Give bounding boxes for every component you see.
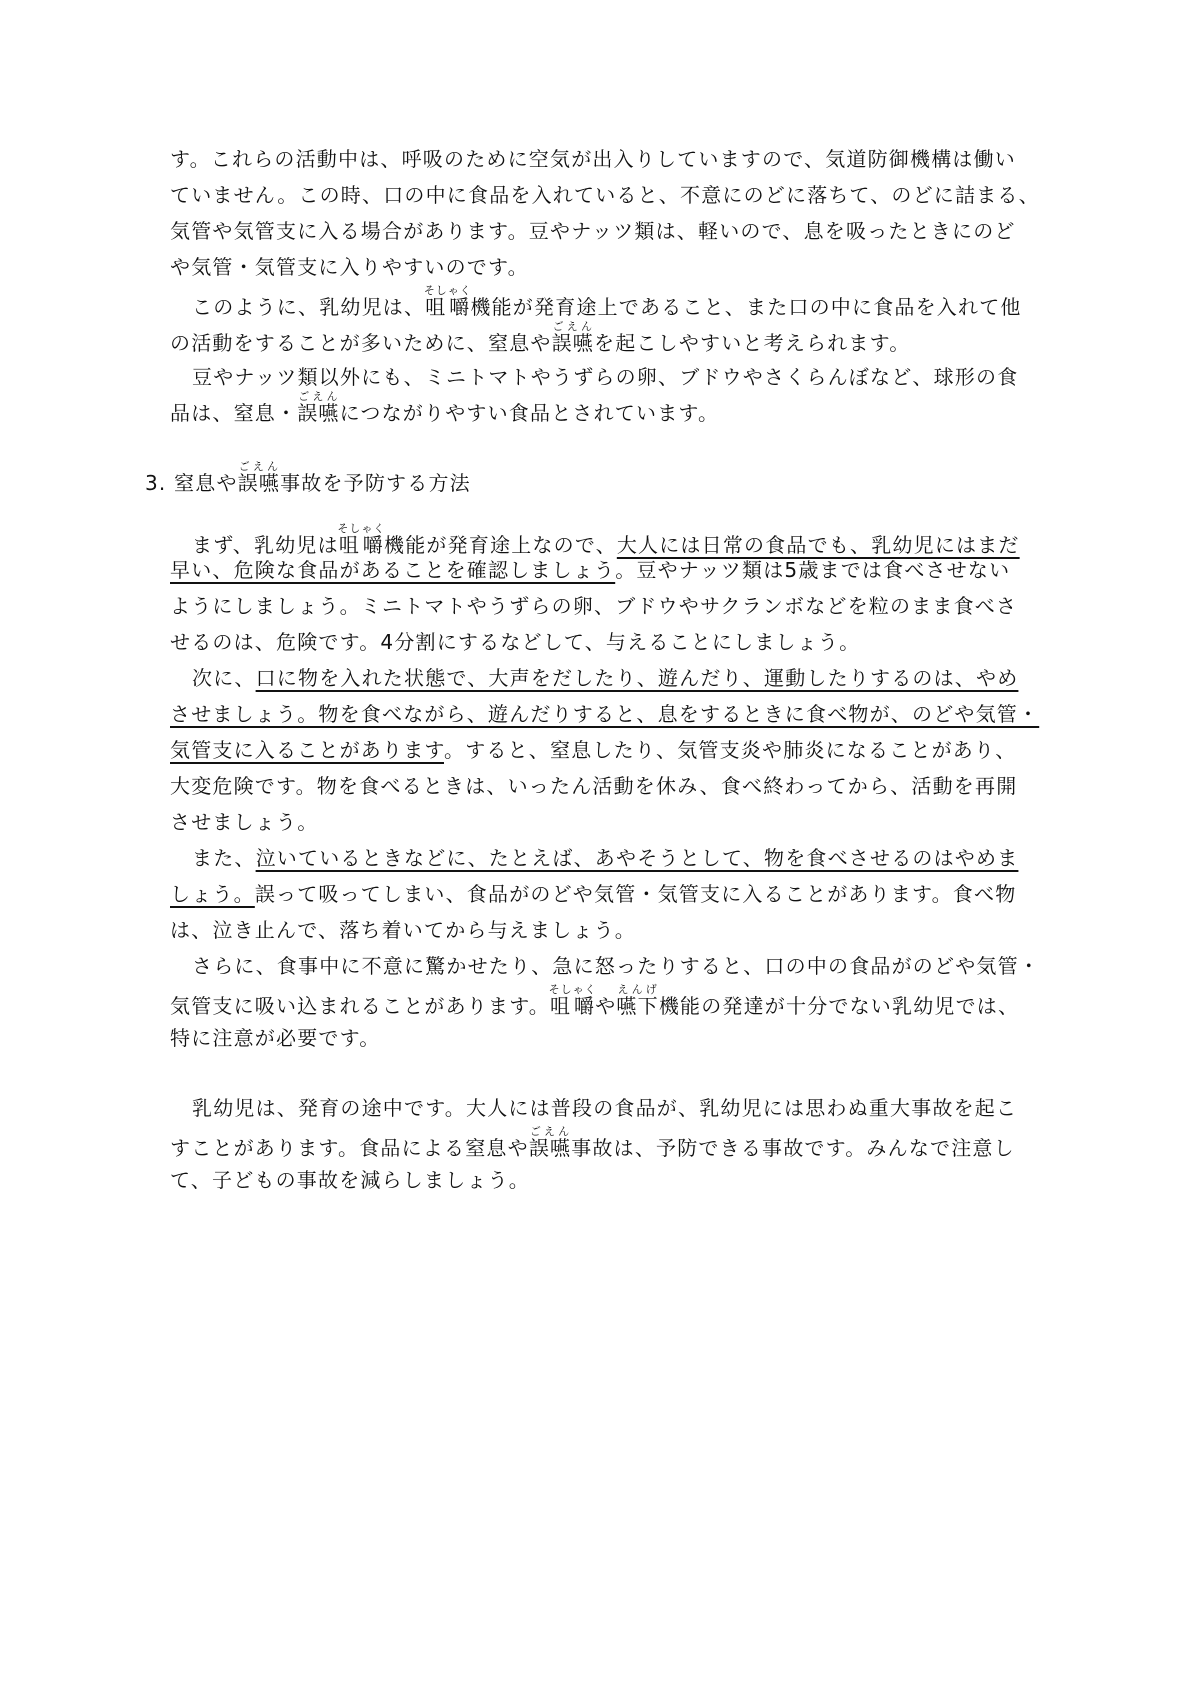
paragraph-7-line-3: 特に注意が必要です。 bbox=[170, 1026, 381, 1050]
underlined-emphasis: 口に物を入れた状態で、大声をだしたり、遊んだり、運動したりするのは、やめ bbox=[255, 666, 1019, 690]
ruby-soshaku: 咀嚼そしゃく bbox=[548, 983, 597, 1018]
paragraph-2-line-2: の活動をすることが多いために、窒息や誤嚥ごえんを起こしやすいと考えられます。 bbox=[170, 320, 911, 355]
paragraph-4-line-4: せるのは、危険です。4分割にするなどして、与えることにしましょう。 bbox=[170, 630, 861, 654]
paragraph-2-line-1: このように、乳幼児は、咀嚼そしゃく機能が発育途上であること、また口の中に食品を入れて他 bbox=[192, 284, 1022, 319]
ruby-enge: 嚥下えんげ bbox=[616, 983, 659, 1018]
paragraph-4-line-3: ようにしましょう。ミニトマトやうずらの卵、ブドウやサクランボなどを粒のまま食べさ bbox=[170, 594, 1018, 618]
section-heading: 3. 窒息や誤嚥ごえん事故を予防する方法 bbox=[145, 460, 471, 495]
section-number: 3. bbox=[145, 471, 167, 495]
intro-line-2: ていません。この時、口の中に食品を入れていると、不意にのどに落ちて、のどに詰まる、 bbox=[170, 183, 1040, 207]
underlined-emphasis: 大人には日常の食品でも、乳幼児にはまだ bbox=[616, 533, 1020, 557]
paragraph-3-line-2: 品は、窒息・誤嚥ごえんにつながりやすい食品とされています。 bbox=[170, 390, 720, 425]
paragraph-6-line-3: は、泣き止んで、落ち着いてから与えましょう。 bbox=[170, 918, 636, 942]
paragraph-4-line-2: 早い、危険な食品があることを確認しましょう。豆やナッツ類は5歳までは食べさせない bbox=[170, 558, 1011, 582]
paragraph-5-line-5: させましょう。 bbox=[170, 810, 319, 834]
underlined-emphasis: しょう。 bbox=[170, 882, 255, 906]
paragraph-5-line-3: 気管支に入ることがあります。すると、窒息したり、気管支炎や肺炎になることがあり、 bbox=[170, 738, 1017, 762]
paragraph-5-line-4: 大変危険です。物を食べるときは、いったん活動を休み、食べ終わってから、活動を再開 bbox=[170, 774, 1018, 798]
paragraph-3-line-1: 豆やナッツ類以外にも、ミニトマトやうずらの卵、ブドウやさくらんぼなど、球形の食 bbox=[192, 365, 1019, 389]
ruby-goen: 誤嚥ごえん bbox=[551, 320, 595, 355]
conclusion-line-1: 乳幼児は、発育の途中です。大人には普段の食品が、乳幼児には思わぬ重大事故を起こ bbox=[192, 1096, 1018, 1120]
ruby-soshaku: 咀嚼そしゃく bbox=[337, 522, 386, 557]
paragraph-7-line-1: さらに、食事中に不意に驚かせたり、急に怒ったりすると、口の中の食品がのどや気管・ bbox=[192, 954, 1040, 978]
paragraph-7-line-2: 気管支に吸い込まれることがあります。咀嚼そしゃくや嚥下えんげ機能の発達が十分でない乳幼児では、 bbox=[170, 983, 1020, 1018]
conclusion-line-2: すことがあります。食品による窒息や誤嚥ごえん事故は、予防できる事故です。みんなで注意し bbox=[170, 1125, 1015, 1160]
ruby-goen: 誤嚥ごえん bbox=[297, 390, 340, 425]
ruby-goen: 誤嚥ごえん bbox=[528, 1125, 572, 1160]
intro-line-1: す。これらの活動中は、呼吸のために空気が出入りしていますので、気道防御機構は働い bbox=[170, 147, 1016, 171]
paragraph-4-line-1: まず、乳幼児は咀嚼そしゃく機能が発育途上なので、大人には日常の食品でも、乳幼児にはまだ bbox=[192, 522, 1020, 557]
underlined-emphasis: 気管支に入ることがあります bbox=[170, 738, 444, 762]
ruby-soshaku: 咀嚼そしゃく bbox=[423, 284, 472, 319]
conclusion-line-3: て、子どもの事故を減らしましょう。 bbox=[170, 1168, 530, 1192]
intro-line-3: 気管や気管支に入る場合があります。豆やナッツ類は、軽いので、息を吸ったときにのど bbox=[170, 219, 1016, 243]
paragraph-5-line-1: 次に、口に物を入れた状態で、大声をだしたり、遊んだり、運動したりするのは、やめ bbox=[192, 666, 1019, 690]
underlined-emphasis: 早い、危険な食品があることを確認しましょう bbox=[170, 558, 616, 582]
underlined-emphasis: 泣いているときなどに、たとえば、あやそうとして、物を食べさせるのはやめま bbox=[255, 846, 1019, 870]
intro-line-4: や気管・気管支に入りやすいのです。 bbox=[170, 255, 529, 279]
paragraph-6-line-1: また、泣いているときなどに、たとえば、あやそうとして、物を食べさせるのはやめま bbox=[192, 846, 1019, 870]
underlined-emphasis: させましょう。物を食べながら、遊んだりすると、息をするときに食べ物が、のどや気管・ bbox=[170, 702, 1040, 726]
paragraph-5-line-2 bbox=[170, 701, 1040, 727]
ruby-goen: 誤嚥ごえん bbox=[237, 460, 281, 495]
paragraph-6-line-2: しょう。誤って吸ってしまい、食品がのどや気管・気管支に入ることがあります。食べ物 bbox=[170, 882, 1017, 906]
